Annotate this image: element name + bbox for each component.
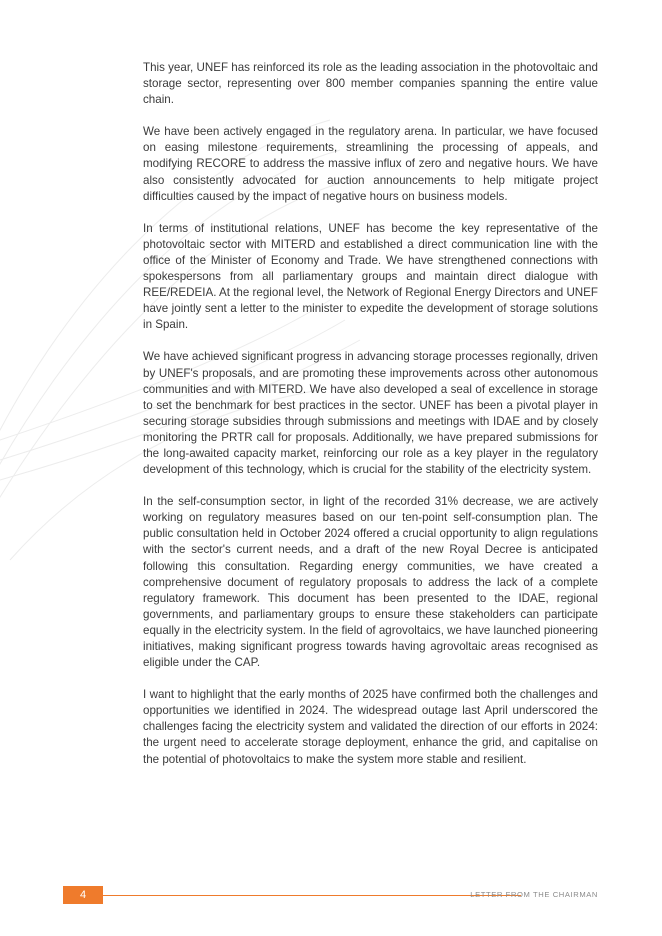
paragraph-4: We have achieved significant progress in advancing storage processes regionally, driven by UNEF's proposals, and are promoting these improvements across other autonomous communities and with MITERD. We have also developed a seal of excellence in storage to set the benchmark for best practices in the sector. UNEF has been a pivotal player in securing storage subsidies through submissions and meetings with IDAE and by closely monitoring the PRTR call for proposals. Additionally, we have prepared submissions for the long-awaited capacity market, reinforcing our role as a key player in the regulatory development of this technology, which is crucial for the stability of the electricity system. [143,350,598,477]
page-footer [63,886,598,904]
section-title: LETTER FROM THE CHAIRMAN [470,890,598,899]
paragraph-5: In the self-consumption sector, in light of the recorded 31% decrease, we are actively working on regulatory measures based on our ten-point self-consumption plan. The public consultation held in October 2024 offered a crucial opportunity to align regulations with the sector's current needs, and a draft of the new Royal Decree is anticipated following this consultation. Regarding energy communities, we have created a comprehensive document of regulatory proposals to address the lack of a complete regulatory framework. This document has been presented to the IDAE, regional governments, and parliamentary groups to ensure these stakeholders can participate equally in the electricity system. In the field of agrovoltaics, we have launched pioneering initiatives, making significant progress towards having agrovoltaic areas recognised as eligible under the CAP. [143,495,598,670]
footer-divider [103,895,521,896]
paragraph-2: We have been actively engaged in the regulatory arena. In particular, we have focused on easing milestone requirements, streamlining the processing of appeals, and modifying RECORE to address the massive influx of zero and negative hours. We have also consistently advocated for auction announcements to help mitigate project difficulties caused by the impact of negative hours on business models. [143,125,598,203]
letter-body [143,60,598,784]
paragraph-3: In terms of institutional relations, UNEF has become the key representative of the photovoltaic sector with MITERD and established a direct communication line with the office of the Minister of Economy and Trade. We have strengthened connections with spokespersons from all parliamentary groups and maintain direct dialogue with REE/REDEIA. At the regional level, the Network of Regional Energy Directors and UNEF have jointly sent a letter to the minister to expedite the development of storage solutions in Spain. [143,221,598,332]
paragraph-1: This year, UNEF has reinforced its role as the leading association in the photovoltaic and storage sector, representing over 800 member companies spanning the entire value chain. [143,61,598,107]
page-number-badge: 4 [63,886,103,904]
paragraph-6: I want to highlight that the early months of 2025 have confirmed both the challenges and opportunities we identified in 2024. The widespread outage last April underscored the challenges facing the electricity system and validated the direction of our efforts in 2024: the urgent need to accelerate storage deployment, enhance the grid, and capitalise on the potential of photovoltaics to make the system more stable and resilient. [143,688,598,766]
